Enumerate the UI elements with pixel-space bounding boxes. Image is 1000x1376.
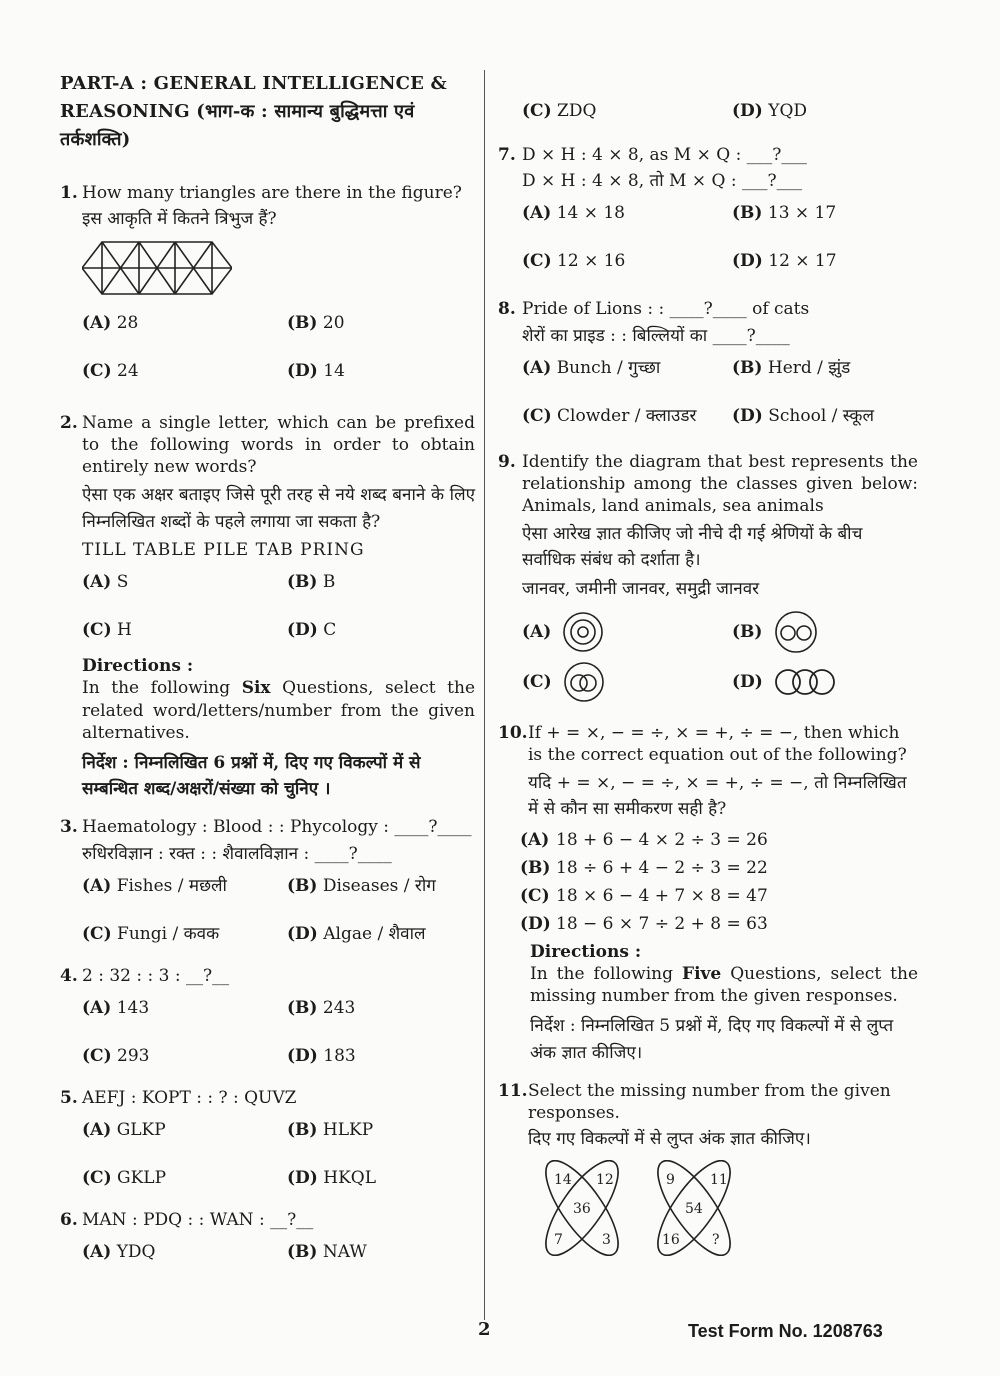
fig1-center: 36 (573, 1201, 591, 1218)
option-c[interactable]: (C) Clowder / क्लाउडर (522, 405, 697, 426)
question-number: 3. (60, 817, 78, 838)
question-number: 2. (60, 413, 78, 434)
question-text-hi: इस आकृति में कितने त्रिभुज हैं? (82, 208, 277, 229)
option-d[interactable]: (D) (732, 665, 918, 699)
concentric-circles-diagram (561, 610, 605, 654)
question-text-en: AEFJ : KOPT : : ? : QUVZ (82, 1088, 297, 1109)
question-number: 6. (60, 1210, 78, 1231)
question-text-hi: शेरों का प्राइड : : बिल्लियों का ____?____ (522, 325, 790, 346)
option-c[interactable]: (C) 12 × 16 (522, 251, 626, 272)
question-number: 4. (60, 965, 78, 986)
question-text-en: Identify the diagram that best represents the relationship among the classes given below: Animals, land animals, sea animals (522, 451, 918, 517)
option-d[interactable]: (D) HKQL (287, 1168, 377, 1189)
question-text-hi: D × H : 4 × 8, तो M × Q : ___?___ (522, 171, 803, 192)
question-8 (498, 298, 918, 426)
question-9 (498, 451, 918, 704)
option-c[interactable]: (C) 18 × 6 − 4 + 7 × 8 = 47 (520, 885, 768, 906)
option-a[interactable]: (A) (522, 610, 732, 654)
option-a[interactable]: (A) 14 × 18 (522, 203, 626, 224)
option-b[interactable]: (B) HLKP (287, 1120, 374, 1141)
option-a[interactable]: (A) 28 (82, 312, 139, 333)
option-a[interactable]: (A) Fishes / मछली (82, 875, 227, 896)
page-number: 2 (478, 1319, 491, 1340)
question-text-en: Name a single letter, which can be prefixed to the following words in order to obtain entirely new words? (82, 413, 475, 478)
two-circles-inside-circle-diagram (772, 610, 820, 654)
option-a[interactable]: (A) S (82, 572, 129, 593)
question-text-en: Pride of Lions : : ____?____ of cats (522, 299, 810, 320)
option-c[interactable]: (C) ZDQ (522, 101, 597, 121)
fig2-top-left: 9 (666, 1172, 675, 1189)
question-10 (498, 722, 918, 935)
option-c[interactable]: (C) 24 (82, 361, 139, 382)
directions-text-hi: निर्देश : निम्नलिखित 6 प्रश्नों में, दिए गए विकल्पों में से सम्बन्धित शब्द/अक्षरों/संख्या को चुनिए । (82, 752, 421, 800)
question-4 (60, 965, 475, 1067)
option-d[interactable]: (D) YQD (732, 101, 808, 121)
directions-block-2 (530, 941, 918, 1066)
option-a[interactable]: (A) 18 + 6 − 4 × 2 ÷ 3 = 26 (520, 829, 768, 850)
fig2-center: 54 (685, 1201, 703, 1218)
option-b[interactable]: (B) 243 (287, 997, 356, 1018)
question-text-en: 2 : 32 : : 3 : __?__ (82, 965, 230, 986)
fig2-bottom-left: 16 (662, 1232, 680, 1249)
option-d[interactable]: (D) Algae / शैवाल (287, 923, 426, 944)
option-b[interactable]: (B) B (287, 572, 336, 593)
triangle-figure (82, 238, 232, 298)
fig1-top-left: 14 (554, 1172, 572, 1189)
directions-title: Directions : (530, 942, 642, 963)
question-number: 7. (498, 145, 516, 166)
question-11 (498, 1080, 918, 1262)
directions-text-hi: निर्देश : निम्नलिखित 5 प्रश्नों में, दिए गए विकल्पों में से लुप्त अंक ज्ञात कीजिए। (530, 1016, 894, 1063)
option-c[interactable]: (C) GKLP (82, 1168, 167, 1189)
option-d[interactable]: (D) C (287, 620, 337, 641)
option-c[interactable]: (C) (522, 660, 732, 704)
overlapping-circles-inside-circle-diagram (562, 660, 606, 704)
option-c[interactable]: (C) 293 (82, 1046, 150, 1067)
question-1 (60, 182, 475, 382)
question-number: 8. (498, 299, 516, 320)
left-column (60, 70, 475, 1264)
option-c[interactable]: (C) Fungi / कवक (82, 923, 220, 944)
question-text-hi: दिए गए विकल्पों में से लुप्त अंक ज्ञात कीजिए। (528, 1129, 811, 1150)
option-b[interactable]: (B) 18 ÷ 6 + 4 − 2 ÷ 3 = 22 (520, 857, 768, 878)
right-column (498, 100, 918, 1263)
option-b[interactable]: (B) 13 × 17 (732, 203, 837, 224)
option-d[interactable]: (D) School / स्कूल (732, 405, 875, 426)
option-b[interactable]: (B) Diseases / रोग (287, 875, 436, 896)
question-text-en: MAN : PDQ : : WAN : __?__ (82, 1210, 314, 1231)
option-a[interactable]: (A) GLKP (82, 1120, 166, 1141)
three-overlapping-circles-diagram (773, 665, 837, 699)
option-c[interactable]: (C) H (82, 620, 132, 641)
question-3 (60, 816, 475, 944)
question-text-hi: ऐसा आरेख ज्ञात कीजिए जो नीचे दी गई श्रेणियों के बीच सर्वाधिक संबंध को दर्शाता है। (522, 524, 863, 571)
option-a[interactable]: (A) 143 (82, 997, 150, 1018)
option-a[interactable]: (A) YDQ (82, 1242, 156, 1263)
fig1-top-right: 12 (596, 1172, 614, 1189)
question-number: 10. (498, 722, 528, 743)
column-divider (484, 70, 485, 1320)
question-text-hi: रुधिरविज्ञान : रक्त : : शैवालविज्ञान : ____?____ (82, 843, 392, 864)
fig1-bottom-right: 3 (602, 1232, 611, 1249)
section-title: PART-A : GENERAL INTELLIGENCE & REASONING (भाग-क : सामान्य बुद्धिमत्ता एवं तर्कशक्ति) (60, 73, 448, 150)
question-number: 5. (60, 1088, 78, 1109)
question-number: 1. (60, 182, 78, 203)
fig1-bottom-left: 7 (554, 1232, 563, 1249)
option-d[interactable]: (D) 18 − 6 × 7 ÷ 2 + 8 = 63 (520, 914, 768, 935)
directions-text-en: In the following Five Questions, select the missing number from the given responses. (530, 964, 918, 1007)
word-list: TILL TABLE PILE TAB PRING (82, 540, 365, 561)
option-d[interactable]: (D) 12 × 17 (732, 251, 837, 272)
option-a[interactable]: (A) Bunch / गुच्छा (522, 357, 661, 378)
question-5 (60, 1087, 475, 1189)
question-number: 9. (498, 451, 516, 472)
fig2-bottom-right: ? (712, 1232, 720, 1249)
option-b[interactable]: (B) 20 (287, 312, 345, 333)
option-d[interactable]: (D) 183 (287, 1046, 356, 1067)
question-2 (60, 412, 475, 641)
question-6-continued (522, 100, 918, 122)
crossed-ellipses-figure (534, 1160, 764, 1256)
option-b[interactable]: (B) Herd / झुंड (732, 357, 851, 378)
question-text-hi-classes: जानवर, जमीनी जानवर, समुद्री जानवर (522, 578, 760, 599)
fig2-top-right: 11 (710, 1172, 728, 1189)
question-6 (60, 1209, 475, 1263)
question-text-hi: यदि + = ×, − = ÷, × = +, ÷ = −, तो निम्नलिखित में से कौन सा समीकरण सही है? (528, 773, 907, 820)
directions-block-1 (82, 655, 475, 802)
test-form-number: Test Form No. 1208763 (688, 1321, 883, 1341)
question-text-en: Select the missing number from the given responses. (528, 1081, 891, 1124)
question-text-en: How many triangles are there in the figure? (82, 182, 462, 203)
question-text-en: Haematology : Blood : : Phycology : ____?____ (82, 817, 472, 838)
question-text-hi: ऐसा एक अक्षर बताइए जिसे पूरी तरह से नये शब्द बनाने के लिए निम्नलिखित शब्दों के पहले लगाया जा सकता है? (82, 485, 475, 532)
option-b[interactable]: (B) NAW (287, 1242, 367, 1263)
directions-text-en: In the following Six Questions, select the related word/letters/number from the given alternatives. (82, 678, 476, 743)
question-text-en: If + = ×, − = ÷, × = +, ÷ = −, then which is the correct equation out of the following? (528, 722, 907, 765)
question-7 (498, 144, 918, 272)
question-number: 11. (498, 1081, 528, 1102)
question-text-en: D × H : 4 × 8, as M × Q : ___?___ (522, 145, 807, 166)
option-b[interactable]: (B) (732, 610, 918, 654)
option-d[interactable]: (D) 14 (287, 361, 345, 382)
directions-title: Directions : (82, 656, 194, 677)
